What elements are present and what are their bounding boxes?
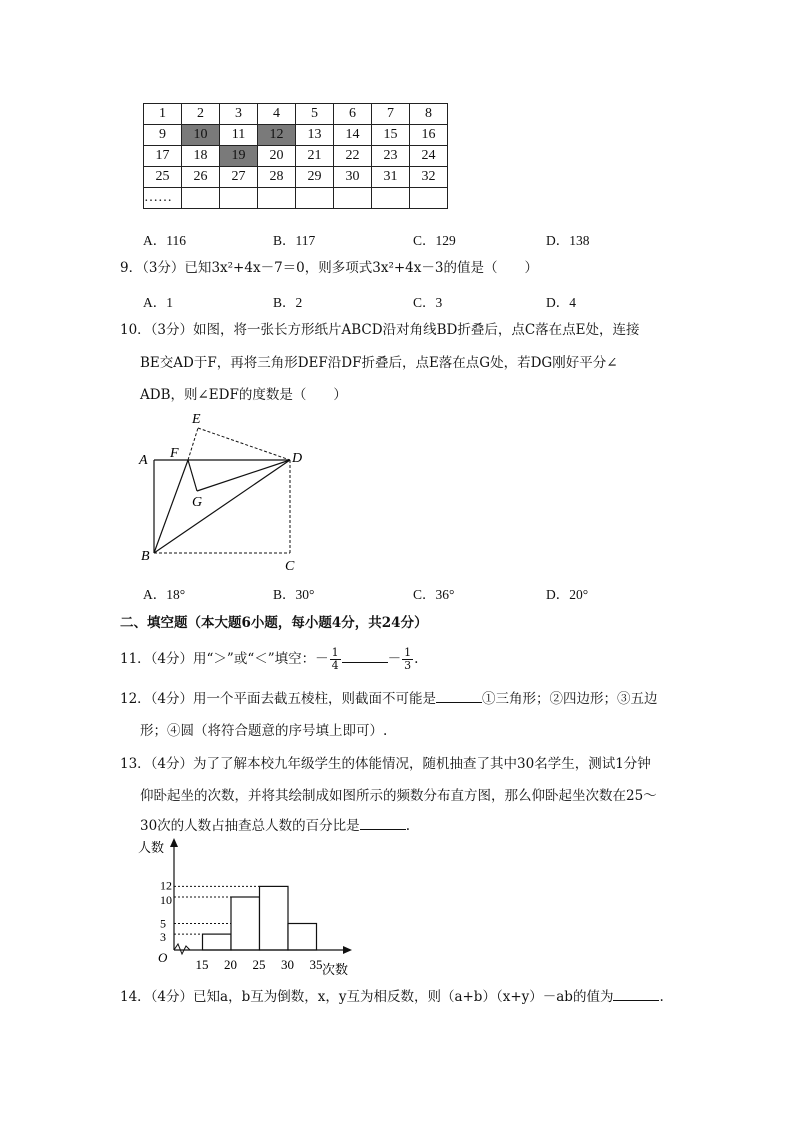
- calendar-cell: 23: [372, 146, 410, 167]
- calendar-cell: 12: [258, 125, 296, 146]
- calendar-cell: 10: [182, 125, 220, 146]
- histogram-bar: [203, 934, 232, 950]
- q13-line2: 仰卧起坐的次数，并将其绘制成如图所示的频数分布直方图，那么仰卧起坐次数在25～: [140, 788, 657, 804]
- q10-option-a: A．18°: [143, 587, 186, 602]
- calendar-cell: [410, 188, 448, 209]
- calendar-cell: 6: [334, 104, 372, 125]
- segment-gd: [197, 460, 290, 491]
- calendar-cell: [182, 188, 220, 209]
- calendar-row: [144, 104, 448, 125]
- calendar-cell: 14: [334, 125, 372, 146]
- q9-label: 9．（3分）已知: [120, 260, 212, 276]
- calendar-cell: 24: [410, 146, 448, 167]
- calendar-cell: 15: [372, 125, 410, 146]
- x-tick-label: 35: [309, 957, 323, 972]
- q11-question: 11．（4分）用“＞”或“＜”填空：－ $\frac{1}{4}$ － $\frac{1}{3}$ .: [120, 646, 419, 672]
- calendar-cell: [296, 188, 334, 209]
- segment-ed: [198, 428, 290, 460]
- segment-bf: [154, 460, 188, 553]
- calendar-row: [144, 125, 448, 146]
- calendar-cell: 16: [410, 125, 448, 146]
- histogram-bar: [231, 897, 260, 950]
- calendar-cell: 7: [372, 104, 410, 125]
- q9-question: [120, 259, 538, 277]
- q14-question: 14．（4分）已知a，b互为倒数，x，y互为相反数，则（a+b）（x+y）－ab的值为 .: [120, 989, 664, 1005]
- calendar-cell: 32: [410, 167, 448, 188]
- calendar-cell: 5: [296, 104, 334, 125]
- calendar-cell: 1: [144, 104, 182, 125]
- calendar-cell: [372, 188, 410, 209]
- q9-tail: 的值是（ ）: [443, 260, 538, 276]
- histogram-bar: [260, 886, 289, 950]
- q11-fraction-1: $\frac{1}{4}$: [331, 646, 339, 672]
- x-axis-arrow: [343, 946, 352, 954]
- axis-break-mark: [174, 944, 190, 954]
- calendar-cell: 17: [144, 146, 182, 167]
- origin-label: O: [158, 950, 168, 965]
- q10-option-c: C．36°: [413, 587, 455, 602]
- q8-option-c: C．129: [413, 233, 456, 248]
- calendar-cell: [220, 188, 258, 209]
- q13-line1: 13．（4分）为了了解本校九年级学生的体能情况，随机抽查了其中30名学生，测试1分钟: [120, 756, 651, 772]
- calendar-row: [144, 146, 448, 167]
- q10-line3: ADB，则∠EDF的度数是（ ）: [140, 387, 347, 403]
- q9-expr1: 3x²+4x－7＝0，则多项式: [211, 260, 373, 276]
- y-axis-arrow: [170, 838, 178, 847]
- calendar-cell: 22: [334, 146, 372, 167]
- x-axis-label: 次数: [322, 963, 349, 978]
- label-f: F: [170, 446, 179, 461]
- y-tick-label: 5: [160, 916, 166, 931]
- label-b: B: [141, 549, 150, 564]
- calendar-cell: 20: [258, 146, 296, 167]
- q9-option-c: C．3: [413, 295, 443, 310]
- calendar-cell: 19: [220, 146, 258, 167]
- q13-answer-blank[interactable]: [360, 817, 406, 830]
- x-tick-label: 20: [224, 957, 237, 972]
- calendar-cell: [334, 188, 372, 209]
- calendar-cell: 2: [182, 104, 220, 125]
- q8-option-b: B．117: [273, 233, 316, 248]
- y-tick-label: 10: [160, 893, 172, 907]
- q12-line2: 形；④圆（将符合题意的序号填上即可）.: [140, 723, 388, 739]
- calendar-cell: 29: [296, 167, 334, 188]
- q13-line3: 30次的人数占抽查总人数的百分比是 .: [140, 818, 410, 834]
- q11-minus-1: －: [315, 651, 329, 667]
- label-e: E: [192, 412, 201, 427]
- calendar-cell: 13: [296, 125, 334, 146]
- q10-option-d: D．20°: [546, 587, 589, 602]
- q11-minus-2: －: [387, 651, 402, 667]
- calendar-cell: 4: [258, 104, 296, 125]
- calendar-grid: [143, 103, 448, 209]
- x-tick-label: 30: [281, 957, 294, 972]
- calendar-cell: 8: [410, 104, 448, 125]
- calendar-cell: 9: [144, 125, 182, 146]
- calendar-cell: 3: [220, 104, 258, 125]
- y-axis-label: 人数: [138, 841, 165, 856]
- q10-line2: BE交AD于F，再将三角形DEF沿DF折叠后，点E落在点G处，若DG刚好平分∠: [140, 355, 618, 371]
- q11-fraction-2: $\frac{1}{3}$: [404, 646, 412, 672]
- y-tick-label: 3: [160, 930, 166, 945]
- label-c: C: [285, 559, 295, 574]
- y-tick-label: 12: [160, 878, 172, 893]
- calendar-cell: 28: [258, 167, 296, 188]
- q12-line1: 12．（4分）用一个平面去截五棱柱，则截面不可能是 ①三角形；②四边形；③五边: [120, 691, 658, 707]
- q9-option-d: D．4: [546, 295, 576, 310]
- histogram-bar: [288, 924, 317, 951]
- calendar-cell: 27: [220, 167, 258, 188]
- label-g: G: [192, 495, 203, 510]
- calendar-cell: 11: [220, 125, 258, 146]
- x-tick-label: 25: [252, 957, 266, 972]
- calendar-cell: 21: [296, 146, 334, 167]
- calendar-cell: 26: [182, 167, 220, 188]
- q10-option-b: B．30°: [273, 587, 315, 602]
- q13-histogram: [130, 834, 370, 982]
- section-2-title: 二、填空题（本大题6小题，每小题4分，共24分）: [120, 615, 428, 631]
- q11-answer-blank[interactable]: [342, 650, 388, 663]
- calendar-cell: [258, 188, 296, 209]
- q9-expr2: 3x²+4x－3: [372, 260, 444, 276]
- calendar-row: [144, 167, 448, 188]
- label-d: D: [292, 451, 303, 466]
- q12-answer-blank[interactable]: [436, 690, 482, 703]
- calendar-cell: 31: [372, 167, 410, 188]
- calendar-cell: 25: [144, 167, 182, 188]
- segment-bd: [154, 460, 290, 553]
- q8-option-d: D．138: [546, 233, 590, 248]
- q8-option-a: A．116: [143, 233, 186, 248]
- calendar-cell: 30: [334, 167, 372, 188]
- q9-option-a: A．1: [143, 295, 173, 310]
- q10-line1: 10．（3分）如图，将一张长方形纸片ABCD沿对角线BD折叠后，点C落在点E处，连接: [120, 322, 640, 338]
- segment-fg: [188, 460, 197, 491]
- q14-answer-blank[interactable]: [613, 988, 659, 1001]
- segment-fe: [188, 428, 198, 460]
- calendar-cell: ……: [144, 188, 182, 209]
- q10-figure: [130, 408, 330, 578]
- x-tick-label: 15: [195, 957, 209, 972]
- q11-text: 11．（4分）用“＞”或“＜”填空：: [120, 651, 316, 667]
- calendar-cell: 18: [182, 146, 220, 167]
- q9-option-b: B．2: [273, 295, 303, 310]
- calendar-row: [144, 188, 448, 209]
- label-a: A: [139, 453, 148, 468]
